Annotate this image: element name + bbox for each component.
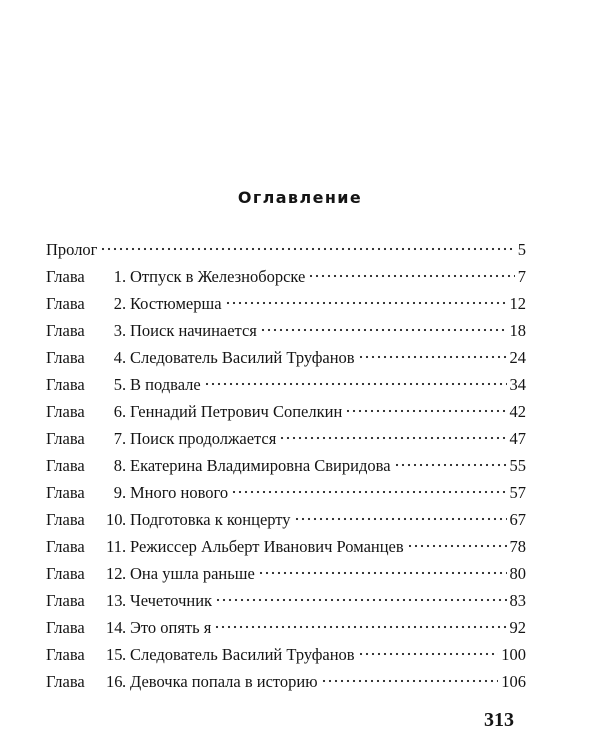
toc-chapter-title: Подготовка к концерту — [130, 510, 291, 529]
toc-chapter-title: Следователь Василий Труфанов — [130, 645, 355, 664]
toc-chapter-word: Глава — [46, 348, 85, 367]
toc-chapter-word: Глава — [46, 294, 85, 313]
toc-chapter-number: 16 — [106, 672, 123, 691]
toc-chapter-page: 42 — [509, 402, 526, 421]
toc-chapter-number: 10 — [106, 510, 123, 529]
toc-row — [46, 263, 526, 290]
toc-chapter-number: 4 — [113, 348, 122, 367]
toc-chapter-title: Отпуск в Железноборске — [130, 267, 306, 286]
toc-number-dot: . — [122, 321, 127, 340]
toc-chapter-title: Девочка попала в историю — [130, 672, 318, 691]
dot-leader — [358, 652, 499, 656]
toc-chapter-page: 80 — [509, 564, 526, 583]
toc-chapter-page: 78 — [509, 537, 526, 556]
toc-chapter-title: Режиссер Альберт Иванович Романцев — [130, 537, 404, 556]
toc-chapter-word: Глава — [46, 375, 85, 394]
toc-chapter-word: Глава — [46, 267, 85, 286]
toc-chapter-title: Она ушла раньше — [130, 564, 255, 583]
dot-leader — [214, 625, 506, 629]
toc-row — [46, 398, 526, 425]
toc-chapter-title: Екатерина Владимировна Свиридова — [130, 456, 391, 475]
toc-chapter-title: В подвале — [130, 375, 201, 394]
toc-row — [46, 452, 526, 479]
toc-number-dot: . — [122, 402, 127, 421]
toc-chapter-word: Глава — [46, 645, 85, 664]
toc-chapter-number: 1 — [113, 267, 122, 286]
toc-chapter-word: Глава — [46, 321, 85, 340]
toc-chapter-page: 106 — [501, 672, 526, 691]
toc-chapter-page: 18 — [509, 321, 526, 340]
table-of-contents — [46, 236, 526, 695]
toc-row — [46, 560, 526, 587]
toc-chapter-word: Глава — [46, 402, 85, 421]
page-number: 313 — [484, 709, 514, 731]
dot-leader — [258, 571, 507, 575]
toc-chapter-page: 24 — [509, 348, 526, 367]
dot-leader — [308, 274, 514, 278]
dot-leader — [260, 328, 507, 332]
toc-row — [46, 506, 526, 533]
toc-chapter-word: Глава — [46, 510, 85, 529]
toc-number-dot: . — [122, 294, 127, 313]
toc-chapter-word: Глава — [46, 429, 85, 448]
toc-chapter-page: 34 — [509, 375, 526, 394]
toc-row-prologue — [46, 236, 526, 263]
dot-leader — [345, 409, 506, 413]
dot-leader — [231, 490, 506, 494]
toc-chapter-number: 3 — [113, 321, 122, 340]
toc-chapter-number: 2 — [113, 294, 122, 313]
toc-chapter-page: 7 — [517, 267, 526, 286]
toc-chapter-page: 55 — [509, 456, 526, 475]
dot-leader — [215, 598, 506, 602]
dot-leader — [100, 247, 514, 251]
toc-number-dot: . — [122, 510, 127, 529]
toc-chapter-title: Чечеточник — [130, 591, 213, 610]
toc-chapter-title: Поиск продолжается — [130, 429, 277, 448]
toc-row — [46, 371, 526, 398]
toc-row — [46, 533, 526, 560]
toc-row — [46, 641, 526, 668]
dot-leader — [294, 517, 507, 521]
toc-chapter-word: Глава — [46, 672, 85, 691]
toc-number-dot: . — [122, 645, 127, 664]
toc-row — [46, 668, 526, 695]
toc-number-dot: . — [122, 375, 127, 394]
dot-leader — [225, 301, 507, 305]
toc-chapter-number: 6 — [113, 402, 122, 421]
toc-chapter-number: 15 — [106, 645, 123, 664]
toc-row — [46, 587, 526, 614]
toc-chapter-page: 12 — [509, 294, 526, 313]
toc-number-dot: . — [122, 267, 127, 286]
toc-number-dot: . — [122, 537, 127, 556]
toc-row — [46, 479, 526, 506]
toc-row — [46, 290, 526, 317]
toc-chapter-word: Глава — [46, 537, 85, 556]
toc-chapter-title: Следователь Василий Труфанов — [130, 348, 355, 367]
toc-row — [46, 317, 526, 344]
toc-prologue-page: 5 — [517, 240, 526, 259]
toc-prologue-label: Пролог — [46, 240, 98, 259]
toc-chapter-number: 12 — [106, 564, 123, 583]
toc-chapter-page: 47 — [509, 429, 526, 448]
toc-number-dot: . — [122, 348, 127, 367]
toc-chapter-number: 14 — [106, 618, 123, 637]
toc-chapter-word: Глава — [46, 591, 85, 610]
toc-chapter-word: Глава — [46, 483, 85, 502]
toc-number-dot: . — [122, 564, 127, 583]
dot-leader — [204, 382, 507, 386]
toc-number-dot: . — [122, 483, 127, 502]
toc-chapter-page: 92 — [509, 618, 526, 637]
dot-leader — [407, 544, 507, 548]
toc-chapter-page: 57 — [509, 483, 526, 502]
toc-chapter-page: 67 — [509, 510, 526, 529]
toc-chapter-number: 13 — [106, 591, 123, 610]
toc-number-dot: . — [122, 456, 127, 475]
toc-chapter-number: 7 — [113, 429, 122, 448]
toc-row — [46, 614, 526, 641]
toc-number-dot: . — [122, 429, 127, 448]
toc-number-dot: . — [122, 618, 127, 637]
dot-leader — [358, 355, 507, 359]
toc-title: Оглавление — [237, 188, 363, 207]
toc-row — [46, 344, 526, 371]
toc-chapter-page: 83 — [509, 591, 526, 610]
toc-chapter-word: Глава — [46, 618, 85, 637]
toc-chapter-title: Много нового — [130, 483, 229, 502]
dot-leader — [279, 436, 506, 440]
toc-chapter-title: Костюмерша — [130, 294, 222, 313]
toc-chapter-number: 5 — [113, 375, 122, 394]
toc-chapter-title: Геннадий Петрович Сопелкин — [130, 402, 343, 421]
toc-chapter-number: 8 — [113, 456, 122, 475]
toc-chapter-title: Поиск начинается — [130, 321, 257, 340]
dot-leader — [394, 463, 507, 467]
toc-chapter-page: 100 — [501, 645, 526, 664]
toc-chapter-word: Глава — [46, 564, 85, 583]
dot-leader — [321, 679, 499, 683]
toc-row — [46, 425, 526, 452]
toc-chapter-number: 9 — [113, 483, 122, 502]
toc-number-dot: . — [122, 672, 127, 691]
toc-number-dot: . — [122, 591, 127, 610]
toc-chapter-number: 11 — [106, 537, 122, 556]
toc-chapter-title: Это опять я — [130, 618, 212, 637]
toc-chapter-word: Глава — [46, 456, 85, 475]
